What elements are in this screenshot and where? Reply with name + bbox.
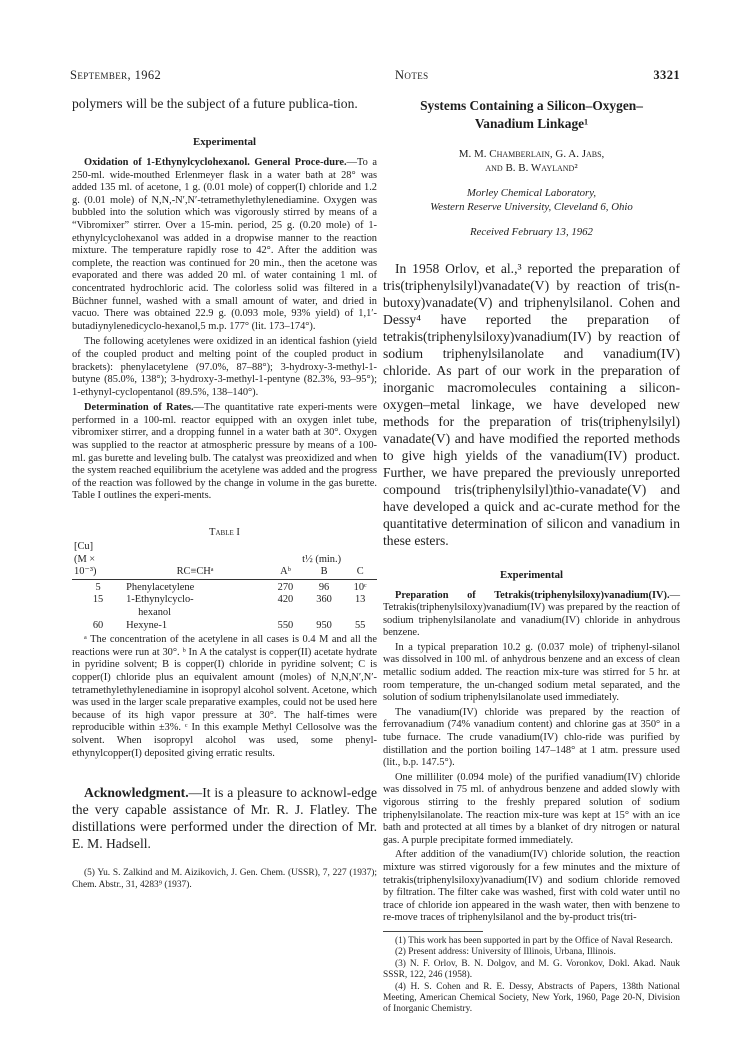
rates-paragraph [72, 402, 377, 503]
table-head-a: Aᵇ [280, 566, 291, 578]
left-column [72, 95, 377, 891]
table-cell: 1-Ethynylcyclo- [126, 594, 194, 606]
acknowledgment-paragraph [72, 784, 377, 852]
table-cell: Hexyne-1 [126, 619, 168, 631]
table-cell: 60 [92, 619, 104, 631]
table-head-rc: RC≡CHᵃ [176, 566, 214, 578]
rates-title: Determination of Rates. [84, 402, 194, 414]
running-header-date: September, 1962 [70, 68, 162, 82]
table-cell [343, 607, 377, 620]
acknowledgment-title: Acknowledgment. [84, 785, 189, 801]
affiliation-line-2: Western Reserve University, Cleveland 6, Ohio [430, 200, 633, 213]
table-cell: 550 [277, 619, 294, 631]
footnote-4: (4) H. S. Cohen and R. E. Dessy, Abstracts of Papers, 138th National Meeting, American Chemical Society, New York, 1960, Page 20-N, Division of Inorganic Chemistry. [383, 981, 680, 1015]
table-cell: 5 [95, 581, 101, 593]
table-cell [305, 607, 344, 620]
oxidation-paragraph [72, 157, 377, 333]
paragraph-filtration: After addition of the vanadium(IV) chloride solution, the reaction mixture was stirred vigorously for a few minutes and the mixture of tetrakis(triphenylsiloxy)vanadium(IV) and sodium chloride removed by filtration. The filter cake was washed, first with cold water until no trace of chloride ion appeared in the wash water, then with benzene to re-move traces of triphenylsilanol and the by-product tris(tri- [383, 849, 680, 924]
table-cell: 420 [277, 594, 294, 606]
table-notes: ᵃ The concentration of the acetylene in all cases is 0.4 M and all the reactions were run at 30°. ᵇ In A the catalyst is copper(II) acetate hydrate in pyridine solvent; B is copper(I) chloride in pyridine solvent; C is copper(I) chloride plus an equivalent amount (moles) of N,N,N′,N′-tetramethylethylenediamine in isopropyl alcohol solvent. Acetone, which was used in the larger scale preparative examples, could not be used here because of its high vapor pressure at 30°. The half-times were reproducible within ±3%. ᶜ In this example Methyl Cellosolve was the solvent. When isopropyl alcohol was used, some phenyl-ethynylcopper(I) deposited giving erratic results. [72, 634, 377, 759]
table-cell: 15 [92, 594, 104, 606]
table-row [72, 620, 377, 633]
table-row [72, 594, 377, 607]
footnote-3: (3) N. F. Orlov, B. N. Dolgov, and M. G. Voronkov, Dokl. Akad. Nauk SSSR, 122, 246 (1958). [383, 958, 680, 981]
preparation-body: —Tetrakis(triphenylsiloxy)vanadium(IV) was prepared by the reaction of sodium triphenylsilanolate and vanadium(IV) chloride in anhydrous benzene. [383, 589, 680, 639]
page-number: 3321 [653, 68, 680, 82]
table-head-c: C [356, 566, 364, 578]
authors-line-1: M. M. Chamberlain, G. A. Jabs, [458, 148, 605, 160]
table-head-m: (M × [74, 553, 96, 565]
authors-line-2: and B. B. Wayland² [485, 162, 578, 174]
table-cell: 950 [316, 619, 332, 631]
table-head-exp: 10⁻³) [74, 566, 97, 578]
paragraph-vanadium-chloride: The vanadium(IV) chloride was prepared by the reaction of ferrovanadium (74% vanadium content) and chlorine gas at 350° in a tube furnace. The crude vanadium(IV) chlo-ride was purified by distillation and the portion boiling 147–148° at 1 atm. pressure used (lit., b.p. 147.5°). [383, 706, 680, 769]
paragraph-addition: One milliliter (0.094 mole) of the purified vanadium(IV) chloride was dissolved in 75 ml. of anhydrous benzene and added slowly with vigorous stirring to the freshly prepared solution of sodium triphenylsilanolate. The reaction mix-ture was kept at 15° with an ice bath and protected at all times by a blanket of dry nitrogen or natural gas. A purple precipitate formed immediately. [383, 771, 680, 846]
acknowledgment-body: —It is a pleasure to acknowl-edge the very capable assistance of Mr. R. J. Flatley. The distillations were performed under the direction of Mr. E. M. Hadsell. [72, 785, 377, 852]
article-intro: In 1958 Orlov, et al.,³ reported the preparation of tris(triphenylsilyl)vanadate(V) by reaction of tris(n-butoxy)vanadate(V) and triphenylsilanol. Cohen and Dessy⁴ have reported the preparation of tetrakis(triphenylsiloxy)vanadium(IV) by reaction of sodium triphenylsilanolate and vanadium(IV) chloride. As part of our work in the preparation of inorganic macromolecules containing a silicon-oxygen–metal linkage, we have developed new methods for the preparation of tris(triphenylsilyl) vanadate(V) and have modified the reported methods to give high yields of the vanadium(IV) product. Further, we have prepared the previously unreported compound tris(triphenylsilyl)thio-vanadate(V) and have developed a quick and ac-curate method for the quantitative determination of silicon and vanadium in these esters. [383, 260, 680, 548]
article-experimental-heading: Experimental [500, 568, 563, 581]
table-cell [266, 607, 305, 620]
table-cell: 13 [354, 594, 366, 606]
oxidation-body: —To a 250-ml. wide-mouthed Erlenmeyer flask in a water bath at 28° was added 135 ml. of acetone, 1 g. (0.01 mole) of copper(I) chloride and 1.2 g. (0.01 mole) of N,N,-N′,N′-tetramethylethylenediamine. Oxygen was bubbled into the solution which was vigorously stirred by means of a “Vibromixer” stirrer. Over a 15-min. period, 25 g. (0.20 mole) of 1-ethynylcyclohexanol was added in a dropwise manner to the reaction mixture. The temperature rapidly rose to 42°. After the addition was complete, the reaction was continued for 20 min., then the acetone was evaporated and there was added 20 ml. of water containing 1 ml. of concentrated hydrochloric acid. The colorless solid was filtered in a Büchner funnel, washed with a small amount of water, and dried in vacuo. There was obtained 22.9 g. (0.093 mole, 93% yield) of 1,1′-butadiynylenedicyclo-hexanol,5 m.p. 177° (lit. 173–174°). [72, 157, 378, 332]
table-cell: 96 [318, 581, 330, 593]
table-caption: Table I [209, 527, 240, 539]
footnote-rule [383, 931, 483, 932]
preparation-paragraph [383, 590, 680, 640]
article-title: Systems Containing a Silicon–Oxygen–Vanadium Linkage¹ [420, 98, 643, 131]
table-cell: hexanol [138, 607, 172, 618]
table-cell [72, 607, 124, 620]
table-row [72, 582, 377, 595]
table-head-b: B [320, 566, 328, 578]
right-column [383, 95, 680, 1016]
paragraph-typical-preparation: In a typical preparation 10.2 g. (0.037 mole) of triphenyl-silanol was dissolved in 100 ml. of anhydrous benzene and an excess of clean metallic sodium added. The reaction mix-ture was stirred for 5 hr. at room temperature, the un-changed sodium metal separated, and the solution of sodium triphenylsilanolate used immediately. [383, 641, 680, 704]
table-cell: Phenylacetylene [126, 581, 195, 593]
table-cell: 360 [316, 594, 332, 606]
running-header-section: Notes [395, 68, 429, 82]
table-cell: 55 [354, 619, 366, 631]
intro-continuation: polymers will be the subject of a future publica-tion. [72, 96, 358, 111]
preparation-title: Preparation of Tetrakis(triphenylsiloxy)vanadium(IV). [395, 589, 670, 601]
experimental-heading: Experimental [193, 136, 256, 148]
acetylenes-paragraph: The following acetylenes were oxidized in an identical fashion (yield of the coupled product and melting point of the coupled product in brackets): phenylacetylene (97.0%, 87–88°); 3-hydroxy-3-methyl-1-butyne (85.0%, 138°); 3-hydroxy-3-methyl-1-pentyne (82.3%, 93–95°); 1-ethynyl-cyclopentanol (89.5%, 138–140°). [72, 336, 377, 398]
footnote-5: (5) Yu. S. Zalkind and M. Aizikovich, J. Gen. Chem. (USSR), 7, 227 (1937); Chem. Abstr., 31, 4283⁹ (1937). [72, 868, 377, 890]
rates-body: —The quantitative rate experi-ments were performed in a 100-ml. reactor equipped with an oxygen inlet tube, vibromixer stirrer, and a dropping funnel in a water bath at 30°. Oxygen was supplied to the reactor at atmospheric pressure by means of a 100-ml. gas burette and leveling bulb. The catalyst was preoxidized and when the system reached equilibrium the acetylene was added and the progress of the reaction was followed by the change in volume in the gas burette. Table I outlines the experi-ments. [72, 402, 377, 502]
table-head-halftime: t½ (min.) [302, 553, 342, 565]
table-cell: 270 [277, 581, 294, 593]
table-head-cu: [Cu] [74, 541, 94, 553]
table-row [72, 607, 377, 620]
data-table [72, 541, 377, 632]
oxidation-title: Oxidation of 1-Ethynylcyclohexanol. General Proce-dure. [84, 157, 347, 168]
table-cell: 10ᶜ [353, 581, 367, 593]
footnote-2: (2) Present address: University of Illinois, Urbana, Illinois. [395, 947, 616, 958]
received-date: Received February 13, 1962 [470, 226, 593, 238]
affiliation-line-1: Morley Chemical Laboratory, [466, 187, 597, 199]
footnote-1: (1) This work has been supported in part by the Office of Naval Research. [395, 935, 673, 946]
